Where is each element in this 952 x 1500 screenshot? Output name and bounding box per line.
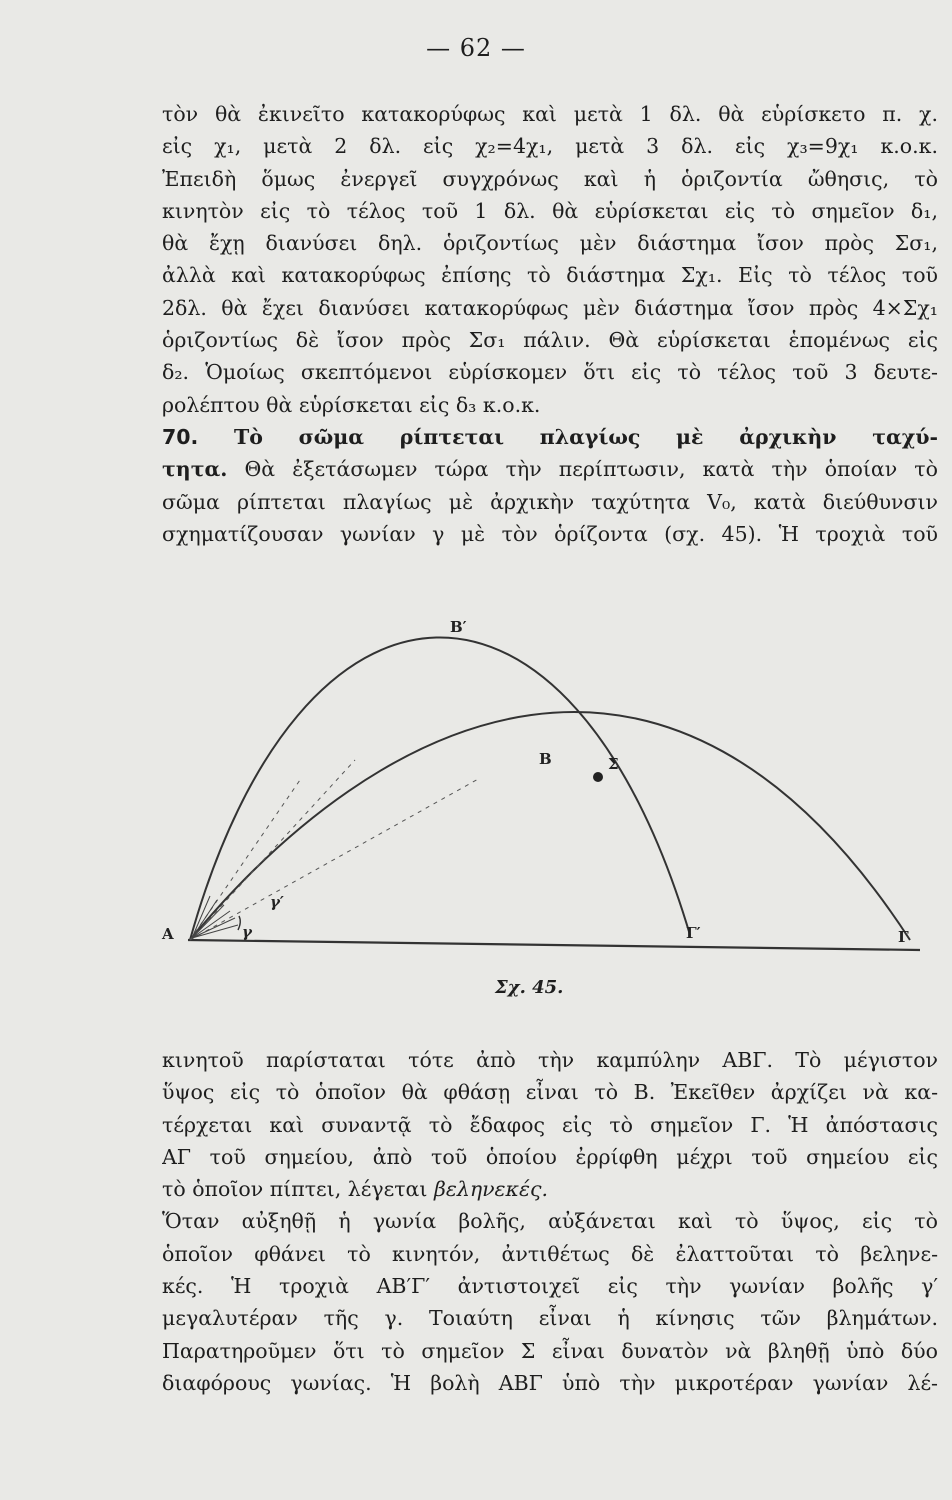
label-b: Β xyxy=(539,750,552,768)
label-a: Α xyxy=(162,925,174,943)
section-title-end: τητα. xyxy=(162,457,228,482)
paragraph-top xyxy=(162,98,938,550)
text-span: τὸ ὁποῖον πίπτει, λέγεται xyxy=(162,1177,434,1202)
point-sigma xyxy=(593,772,603,782)
text-line: ἀλλὰ καὶ κατακορύφως ἐπίσης τὸ διάστημα Σχ₁. Εἰς τὸ τέλος τοῦ xyxy=(162,263,938,288)
text-line: κινητοῦ παρίσταται τότε ἀπὸ τὴν καμπύλην ΑΒΓ. Τὸ μέγιστον xyxy=(162,1048,938,1072)
trajectory-figure xyxy=(150,600,940,1045)
label-g-prime: Γ′ xyxy=(686,924,701,942)
text-line: ὁριζοντίως δὲ ἴσον πρὸς Σσ₁ πάλιν. Θὰ εὑρίσκεται ἑπομένως εἰς xyxy=(162,328,938,353)
section-heading xyxy=(162,421,938,453)
section-text: Θὰ ἐξετάσωμεν τώρα τὴν περίπτωσιν, κατὰ τὴν ὁποίαν τὸ xyxy=(244,457,938,482)
text-line: κινητὸν εἰς τὸ τέλος τοῦ 1 δλ. θὰ εὑρίσκεται εἰς τὸ σημεῖον δ₁, xyxy=(162,198,938,223)
trajectory-low xyxy=(190,712,910,940)
text-line: μεγαλυτέραν τῆς γ. Τοιαύτη εἶναι ἡ κίνησις τῶν βλημάτων. xyxy=(162,1306,938,1331)
label-gamma-prime: γ′ xyxy=(270,893,284,911)
text-line: τέρχεται καὶ συναντᾷ τὸ ἔδαφος εἰς τὸ σημεῖον Γ. Ἡ ἀπόστασις xyxy=(162,1112,938,1137)
text-line xyxy=(162,1173,938,1205)
term-belinekes: βεληνεκές. xyxy=(433,1177,548,1202)
text-line: σχηματίζουσαν γωνίαν γ μὲ τὸν ὁρίζοντα (σχ. 45). Ἡ τροχιὰ τοῦ xyxy=(162,521,938,546)
dashed-line xyxy=(190,778,480,940)
dashed-line xyxy=(190,760,355,940)
text-line: εἰς χ₁, μετὰ 2 δλ. εἰς χ₂=4χ₁, μετὰ 3 δλ. εἰς χ₃=9χ₁ κ.ο.κ. xyxy=(162,134,938,159)
text-line: Ὅταν αὐξηθῇ ἡ γωνία βολῆς, αὐξάνεται καὶ τὸ ὕψος, εἰς τὸ xyxy=(162,1209,938,1234)
text-line: Ἐπειδὴ ὅμως ἐνεργεῖ συγχρόνως καὶ ἡ ὁριζοντία ὤθησις, τὸ xyxy=(162,166,938,191)
label-gamma: γ xyxy=(242,923,252,941)
text-line: ΑΓ τοῦ σημείου, ἀπὸ τοῦ ὁποίου ἐρρίφθη μέχρι τοῦ σημείου εἰς xyxy=(162,1144,938,1169)
page-number: — 62 — xyxy=(426,34,526,62)
label-g: Γ xyxy=(898,928,909,946)
ground-line xyxy=(188,940,920,950)
paragraph-bottom xyxy=(162,1044,938,1399)
text-line: δ₂. Ὁμοίως σκεπτόμενοι εὑρίσκομεν ὅτι εἰς τὸ τέλος τοῦ 3 δευτε- xyxy=(162,360,938,385)
text-line: σῶμα ρίπτεται πλαγίως μὲ ἀρχικὴν ταχύτητα V₀, κατὰ διεύθυνσιν xyxy=(162,489,938,514)
text-line: ὁποῖον φθάνει τὸ κινητόν, ἀντιθέτως δὲ ἐλαττοῦται τὸ βεληνε- xyxy=(162,1241,938,1266)
section-title: Τὸ σῶμα ρίπτεται πλαγίως μὲ ἀρχικὴν ταχύ- xyxy=(234,424,938,449)
text-line: ρολέπτου θὰ εὑρίσκεται εἰς δ₃ κ.ο.κ. xyxy=(162,392,541,417)
text-line: ὕψος εἰς τὸ ὁποῖον θὰ φθάσῃ εἶναι τὸ Β. Ἐκεῖθεν ἀρχίζει νὰ κα- xyxy=(162,1080,938,1105)
label-b-prime: Β′ xyxy=(450,618,467,636)
text-line: θὰ ἔχῃ διανύσει δηλ. ὁριζοντίως μὲν διάστημα ἴσον πρὸς Σσ₁, xyxy=(162,231,938,256)
text-line: 2δλ. θὰ ἔχει διανύσει κατακορύφως μὲν διάστημα ἴσον πρὸς 4×Σχ₁ xyxy=(162,295,938,320)
text-line xyxy=(162,453,938,485)
label-sigma: Σ xyxy=(608,755,619,773)
text-line: Παρατηροῦμεν ὅτι τὸ σημεῖον Σ εἶναι δυνατὸν νὰ βληθῇ ὑπὸ δύο xyxy=(162,1338,938,1363)
trajectory-high xyxy=(190,637,690,940)
figure-caption: Σχ. 45. xyxy=(495,977,564,998)
text-line: διαφόρους γωνίας. Ἡ βολὴ ΑΒΓ ὑπὸ τὴν μικροτέραν γωνίαν λέ- xyxy=(162,1370,938,1395)
section-number: 70. xyxy=(162,424,199,449)
text-line: τὸν θὰ ἐκινεῖτο κατακορύφως καὶ μετὰ 1 δλ. θὰ εὑρίσκετο π. χ. xyxy=(162,102,938,126)
text-line: κές. Ἡ τροχιὰ ΑΒ′Γ′ ἀντιστοιχεῖ εἰς τὴν γωνίαν βολῆς γ′ xyxy=(162,1274,938,1299)
